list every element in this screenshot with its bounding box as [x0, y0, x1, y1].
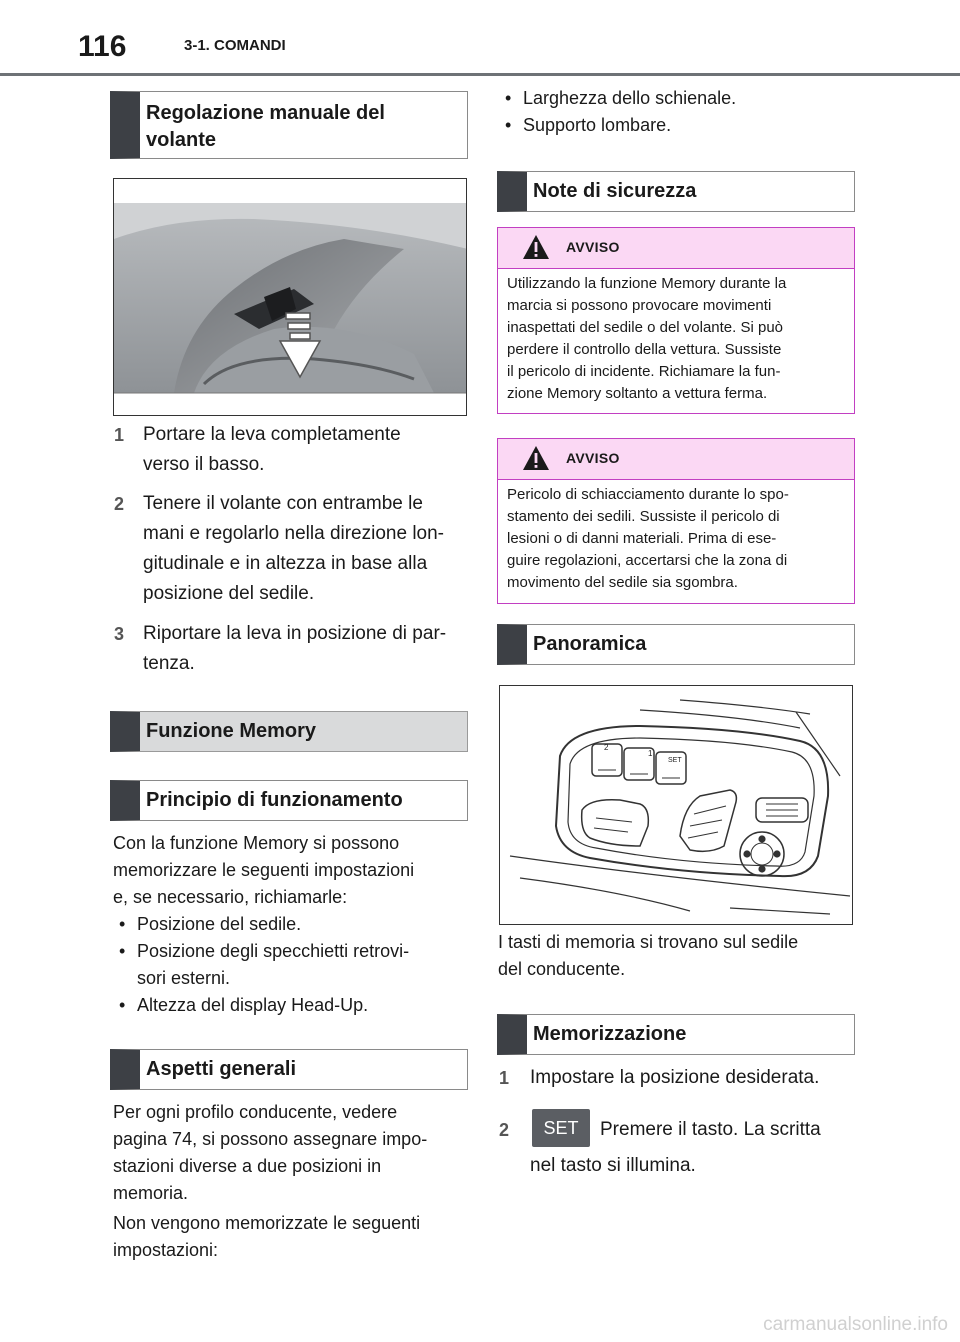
store-step-number-2: 2 — [499, 1120, 510, 1140]
seat-controls-figure — [499, 685, 853, 925]
set-label: SET — [668, 757, 682, 764]
section-memory-function: Funzione Memory — [110, 711, 468, 752]
warning-box-2 — [497, 438, 855, 604]
step-text-3: Riportare la leva in posizione di par- tenza. — [143, 623, 447, 674]
seat-controls-illustration — [500, 686, 853, 925]
memory-2-label: 1 — [648, 749, 653, 758]
page-header — [0, 0, 960, 78]
page-number: 116 — [78, 30, 127, 63]
store-step-text-2-a: Premere il tasto. La scritta — [600, 1119, 821, 1140]
step-text-2: Tenere il volante con entrambe le mani e regolarlo nella direzione lon- gitudinale e in altezza in base alla posizione del sedile. — [143, 493, 445, 604]
list-item: • Larghezza dello schienale. — [499, 85, 859, 112]
not-stored-list — [499, 85, 859, 139]
warning-label: AVVISO — [566, 239, 620, 255]
section-storing: Memorizzazione — [497, 1014, 855, 1055]
warning-box-1 — [497, 227, 855, 414]
memory-1-label: 2 — [604, 743, 609, 752]
list-item: • Posizione degli specchietti retrovi- sori esterni. — [113, 938, 473, 992]
step-number-3: 3 — [114, 624, 125, 644]
warning-label: AVVISO — [566, 450, 620, 466]
section-manual-steering: Regolazione manuale del volante — [110, 91, 468, 159]
store-step-number-1: 1 — [499, 1068, 510, 1088]
list-item: • Altezza del display Head-Up. — [113, 992, 473, 1019]
set-key-icon: SET — [532, 1109, 590, 1147]
list-item: • Posizione del sedile. — [113, 911, 473, 938]
list-item: • Supporto lombare. — [499, 112, 859, 139]
warning-header — [498, 228, 854, 269]
steering-lever-illustration — [114, 179, 467, 416]
section-safety-notes: Note di sicurezza — [497, 171, 855, 212]
principle-intro: Con la funzione Memory si possono memorizzare le seguenti impostazioni e, se necessario, richiamarle: — [113, 833, 415, 907]
warning-header — [498, 439, 854, 480]
store-step-text-1: Impostare la posizione desiderata. — [530, 1067, 820, 1088]
general-paragraph-2: Non vengono memorizzate le seguenti impostazioni: — [113, 1213, 421, 1260]
store-step-text-2-b: nel tasto si illumina. — [530, 1155, 696, 1176]
warning-text: Utilizzando la funzione Memory durante la marcia si possono provocare movimenti inaspettati del sedile o del volante. Si può perdere il controllo della vettura. Sussiste il pericolo di incidente. Richiamare la fun- zione Memory soltanto a vettura ferma. — [507, 275, 787, 402]
section-operating-principle: Principio di funzionamento — [110, 780, 468, 821]
warning-triangle-icon — [522, 445, 550, 471]
watermark: carmanualsonline.info — [763, 1314, 948, 1335]
section-general-aspects: Aspetti generali — [110, 1049, 468, 1090]
principle-list — [113, 911, 473, 1019]
section-overview: Panoramica — [497, 624, 855, 665]
step-number-1: 1 — [114, 425, 125, 445]
overview-caption: I tasti di memoria si trovano sul sedile del conducente. — [498, 932, 799, 979]
step-number-2: 2 — [114, 494, 125, 514]
warning-triangle-icon — [522, 234, 550, 260]
chapter-title: 3-1. COMANDI — [184, 37, 286, 54]
warning-text: Pericolo di schiacciamento durante lo spo- stamento dei sedili. Sussiste il pericolo di lesioni o di danni materiali. Prima di ese- guire regolazioni, accertarsi che la zona di movimento del sedile sia sgombra. — [507, 486, 789, 591]
header-divider — [0, 73, 960, 76]
general-paragraph-1: Per ogni profilo conducente, vedere pagina 74, si possono assegnare impo- stazioni diverse a due posizioni in memoria. — [113, 1102, 428, 1203]
steering-lever-figure — [113, 178, 467, 416]
step-text-1: Portare la leva completamente verso il basso. — [143, 424, 401, 475]
